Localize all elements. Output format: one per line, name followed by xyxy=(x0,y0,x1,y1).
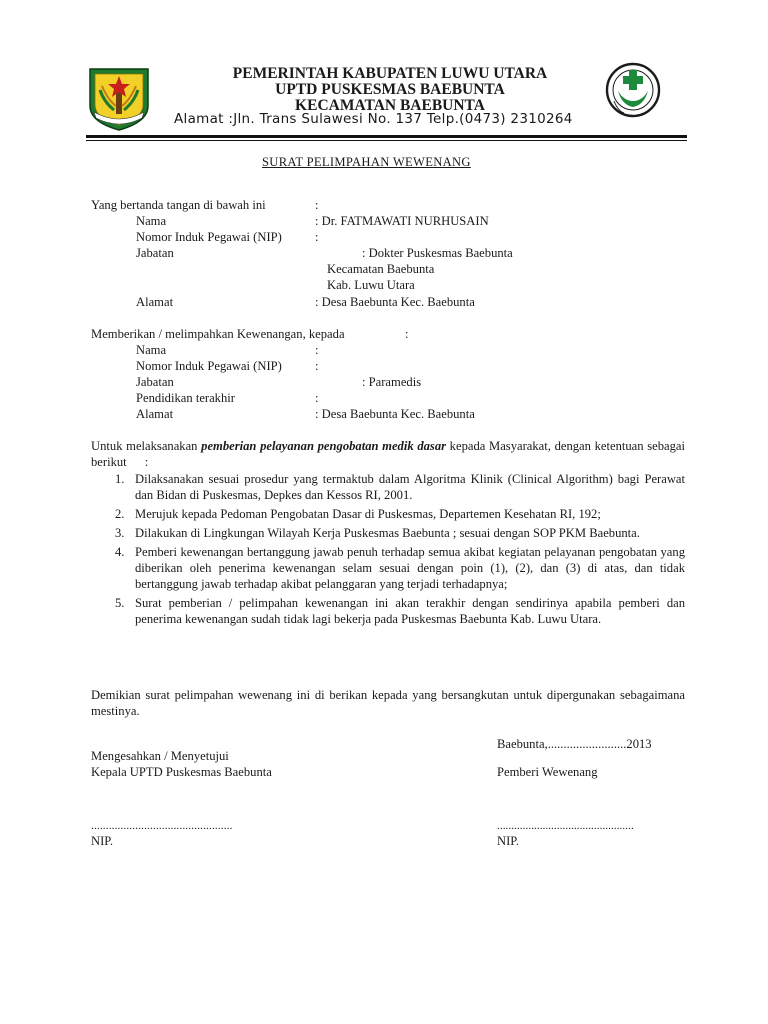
receiver-nip-value: : xyxy=(315,359,319,373)
purpose-emphasis: pemberian pelayanan pengobatan medik dasar xyxy=(201,439,447,453)
list-item xyxy=(110,544,685,592)
term-text: Dilakukan di Lingkungan Wilayah Kerja Puskesmas Baebunta ; sesuai dengan SOP PKM Baebunta. xyxy=(135,526,640,540)
term-number: 1. xyxy=(115,472,125,486)
term-number: 4. xyxy=(115,545,125,559)
giver-position-line3: Kab. Luwu Utara xyxy=(327,278,415,292)
receiver-intro-colon: : xyxy=(405,327,409,341)
list-item xyxy=(110,506,685,522)
purpose-text-after: kepada Masyarakat, dengan ketentuan sebagai berikut xyxy=(91,439,685,469)
giver-name-label: Nama xyxy=(136,214,167,228)
left-signature-line: ................................................ xyxy=(91,820,233,832)
giver-position-label: Jabatan xyxy=(136,246,174,260)
receiver-address-value: : Desa Baebunta Kec. Baebunta xyxy=(315,407,475,421)
term-text: Dilaksanakan sesuai prosedur yang termaktub dalam Algoritma Klinik (Clinical Algorithm) bagi Perawat dan Bidan di Puskesmas, Depkes dan Kessos RI, 2001. xyxy=(135,472,685,502)
list-item xyxy=(110,525,685,541)
giver-signature-label: Pemberi Wewenang xyxy=(497,765,598,779)
header-address: Alamat :Jln. Trans Sulawesi No. 137 Telp.(0473) 2310264 xyxy=(174,111,573,127)
left-nip: NIP. xyxy=(91,834,114,848)
receiver-name-value: : xyxy=(315,343,319,357)
luwu-utara-emblem-icon xyxy=(86,66,152,132)
right-nip: NIP. xyxy=(497,834,520,848)
header-district: KECAMATAN BAEBUNTA xyxy=(295,97,485,114)
term-number: 5. xyxy=(115,596,125,610)
header-rule-thick xyxy=(86,135,687,138)
right-signature-line: ................................................ xyxy=(497,820,634,832)
closing-paragraph: Demikian surat pelimpahan wewenang ini di berikan kepada yang bersangkutan untuk dipergunakan sebagaimana mestinya. xyxy=(91,688,685,718)
receiver-education-value: : xyxy=(315,391,319,405)
approval-label: Mengesahkan / Menyetujui xyxy=(91,749,229,763)
giver-address-label: Alamat xyxy=(136,295,174,309)
giver-position-value: : Dokter Puskesmas Baebunta xyxy=(362,246,513,260)
giver-address-value: : Desa Baebunta Kec. Baebunta xyxy=(315,295,475,309)
term-number: 3. xyxy=(115,526,125,540)
giver-nip-label: Nomor Induk Pegawai (NIP) xyxy=(136,230,282,244)
bakti-husada-logo-icon xyxy=(604,61,662,123)
giver-position-line2: Kecamatan Baebunta xyxy=(327,262,435,276)
letter-title: SURAT PELIMPAHAN WEWENANG xyxy=(262,155,471,169)
approver-title: Kepala UPTD Puskesmas Baebunta xyxy=(91,765,272,779)
giver-nip-value: : xyxy=(315,230,319,244)
receiver-position-value: : Paramedis xyxy=(362,375,422,389)
term-text: Merujuk kepada Pedoman Pengobatan Dasar di Puskesmas, Departemen Kesehatan RI, 192; xyxy=(135,507,601,521)
terms-list xyxy=(110,471,685,630)
header-government: PEMERINTAH KABUPATEN LUWU UTARA xyxy=(232,65,548,82)
giver-intro-colon: : xyxy=(315,198,319,212)
receiver-address-label: Alamat xyxy=(136,407,174,421)
giver-name-value: : Dr. FATMAWATI NURHUSAIN xyxy=(315,214,489,228)
term-text: Surat pemberian / pelimpahan kewenangan ini akan terakhir dengan sendirinya apabila pemberi dan penerima kewenangan sudah tidak lagi bekerja pada Puskesmas Baebunta Kab. Luwu Utara. xyxy=(135,596,685,626)
header-rule-thin xyxy=(86,140,687,141)
term-text: Pemberi kewenangan bertanggung jawab penuh terhadap semua akibat kegiatan pelayanan pengobatan yang diberikan oleh penerima kewenangan selam sesuai dengan poin (1), (2), dan (3) di atas, dan tidak bertanggung jawab terhadap akibat pelanggaran yang terjadi terhadapnya; xyxy=(135,545,685,591)
term-number: 2. xyxy=(115,507,125,521)
receiver-intro: Memberikan / melimpahkan Kewenangan, kepada xyxy=(91,327,345,341)
giver-intro: Yang bertanda tangan di bawah ini xyxy=(91,198,266,212)
purpose-paragraph xyxy=(91,438,685,470)
receiver-nip-label: Nomor Induk Pegawai (NIP) xyxy=(136,359,282,373)
purpose-text-before: Untuk melaksanakan xyxy=(91,439,202,453)
receiver-name-label: Nama xyxy=(136,343,167,357)
receiver-education-label: Pendidikan terakhir xyxy=(136,391,235,405)
purpose-colon: : xyxy=(144,455,149,469)
receiver-position-label: Jabatan xyxy=(136,375,174,389)
list-item xyxy=(110,595,685,627)
header-institution: UPTD PUSKESMAS BAEBUNTA xyxy=(275,81,505,98)
place-date: Baebunta,.........................2013 xyxy=(497,737,652,751)
list-item xyxy=(110,471,685,503)
